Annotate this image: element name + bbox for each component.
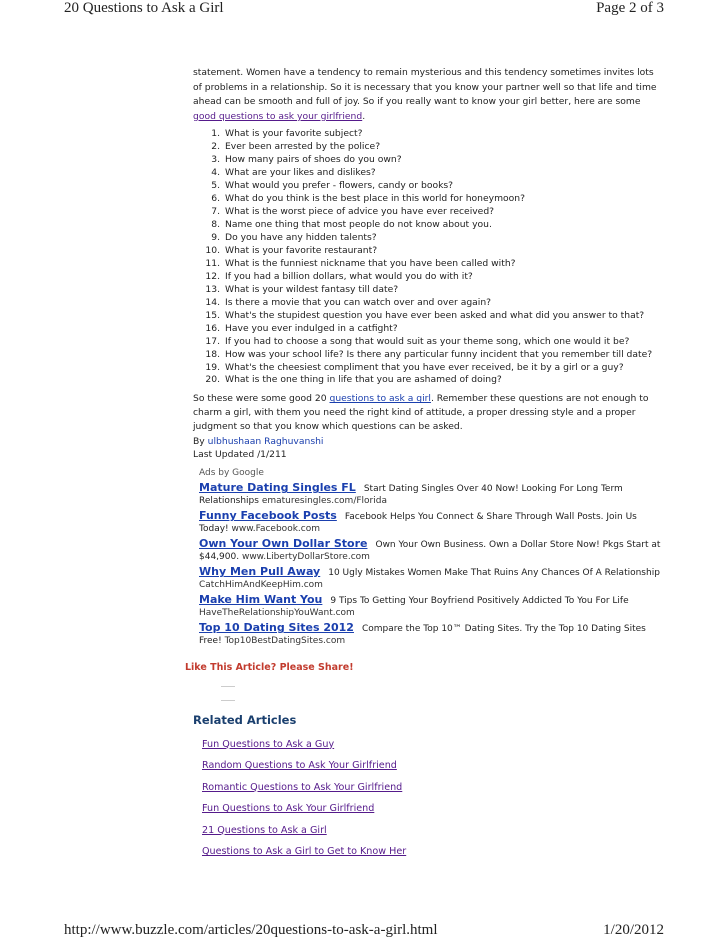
ad-title[interactable]: Mature Dating Singles FL — [199, 481, 356, 495]
list-item: 18. How was your school life? Is there any particular funny incident that you remember till date? — [205, 348, 653, 360]
list-item: 9. Do you have any hidden talents? — [211, 232, 377, 243]
list-item: 13. What is your wildest fantasy till date? — [205, 283, 399, 295]
list-item: 17. If you had to choose a song that would suit as your theme song, which one would it be? — [205, 335, 630, 347]
list-item: 3. How many pairs of shoes do you own? — [211, 154, 402, 166]
related-link[interactable]: Random Questions to Ask Your Girlfriend — [202, 760, 397, 772]
list-item: 19. What's the cheesiest compliment that you have ever received, be it by a girl or a guy? — [205, 361, 624, 373]
summary-paragraph: So these were some good 20 questions to ask a girl. Remember these questions are not enough to charm a girl, with them you need the right kind of attitude, a proper dressing style and a proper judgment so that you know which questions can be asked. — [193, 393, 649, 433]
list-item: 11. What is the funniest nickname that you have been called with? — [205, 257, 516, 269]
list-item: 2. Ever been arrested by the police? — [211, 141, 381, 153]
ad-item: Mature Dating Singles FL Start Dating Singles Over 40 Now! Looking For Long Term Relationships ematuresingles.com/Florida — [199, 481, 623, 506]
ad-item: Own Your Own Dollar Store Own Your Own Business. Own a Dollar Store Now! Pkgs Start at $44,900. www.LibertyDollarStore.com — [199, 537, 661, 562]
author-block: By ulbhushaan Raghuvanshi Last Updated /1/211 — [193, 436, 663, 461]
list-item: 8. Name one thing that most people do not know about you. — [211, 219, 492, 231]
list-item: 15. What's the stupidest question you have ever been asked and what did you answer to that? — [205, 309, 645, 321]
page-title: 20 Questions to Ask a Girl — [64, 0, 224, 16]
share-divider — [221, 686, 235, 687]
print-footer — [64, 922, 664, 942]
questions-list — [193, 128, 663, 387]
list-item: 16. Have you ever indulged in a catfight? — [205, 322, 398, 334]
girlfriend-questions-link[interactable]: good questions to ask your girlfriend — [193, 110, 363, 122]
intro-paragraph — [193, 66, 663, 124]
ad-title[interactable]: Top 10 Dating Sites 2012 — [199, 621, 354, 635]
share-prompt: Like This Article? Please Share! — [185, 662, 354, 674]
list-item — [202, 841, 663, 863]
ad-item: Top 10 Dating Sites 2012 Compare the Top 10™ Dating Sites. Try the Top 10 Dating Sites Free! Top10BestDatingSites.com — [199, 621, 646, 646]
list-item: 14. Is there a movie that you can watch over and over again? — [205, 296, 492, 308]
ads-block — [193, 467, 663, 647]
related-link[interactable]: Fun Questions to Ask Your Girlfriend — [202, 803, 375, 815]
related-link[interactable]: Fun Questions to Ask a Guy — [202, 738, 335, 750]
intro-end: . — [362, 110, 366, 122]
list-item: 6. What do you think is the best place in this world for honeymoon? — [211, 193, 525, 205]
list-item: 7. What is the worst piece of advice you have ever received? — [211, 206, 495, 218]
related-articles-heading: Related Articles — [193, 713, 297, 728]
author-name[interactable]: ulbhushaan Raghuvanshi — [207, 436, 324, 448]
related-link[interactable]: Romantic Questions to Ask Your Girlfriend — [202, 781, 403, 793]
ad-item: Funny Facebook Posts Facebook Helps You Connect & Share Through Wall Posts. Join Us Today! www.Facebook.com — [199, 509, 637, 534]
list-item — [202, 755, 663, 777]
print-header — [64, 0, 664, 20]
list-item — [202, 820, 663, 842]
ad-title[interactable]: Own Your Own Dollar Store — [199, 537, 368, 551]
article-body — [185, 66, 663, 863]
list-item — [202, 777, 663, 799]
related-articles-list — [202, 734, 663, 863]
ad-title[interactable]: Funny Facebook Posts — [199, 509, 337, 523]
list-item — [202, 798, 663, 820]
list-item — [202, 734, 663, 756]
list-item: 4. What are your likes and dislikes? — [211, 167, 376, 179]
related-link[interactable]: Questions to Ask a Girl to Get to Know Her — [202, 846, 407, 858]
page-number: Page 2 of 3 — [596, 0, 664, 16]
share-divider — [221, 700, 235, 701]
list-item: 10. What is your favorite restaurant? — [205, 244, 378, 256]
ads-label[interactable]: Ads by Google — [199, 468, 264, 479]
list-item: 1. What is your favorite subject? — [211, 128, 363, 140]
list-item: 5. What would you prefer - flowers, candy or books? — [211, 180, 454, 192]
list-item: 20. What is the one thing in life that you are ashamed of doing? — [205, 374, 502, 386]
ad-item: Why Men Pull Away 10 Ugly Mistakes Women Make That Ruins Any Chances Of A Relationship CatchHimAndKeepHim.com — [199, 565, 660, 590]
ad-title[interactable]: Make Him Want You — [199, 593, 323, 607]
last-updated: Last Updated /1/211 — [193, 448, 287, 460]
print-date: 1/20/2012 — [603, 922, 664, 938]
intro-text: statement. Women have a tendency to remain mysterious and this tendency sometimes invites lots of problems in a relationship. So it is necessary that you know your partner well so that life and time ahead can be smooth and full of joy. So if you really want to know your girl better, here are some — [193, 67, 657, 108]
ad-title[interactable]: Why Men Pull Away — [199, 565, 321, 579]
questions-to-ask-a-girl-link[interactable]: questions to ask a girl — [329, 393, 431, 405]
related-link[interactable]: 21 Questions to Ask a Girl — [202, 824, 327, 836]
page-url: http://www.buzzle.com/articles/20questions-to-ask-a-girl.html — [64, 922, 438, 938]
ad-item: Make Him Want You 9 Tips To Getting Your Boyfriend Positively Addicted To You For Life HaveTheRelationshipYouWant.com — [199, 593, 629, 618]
list-item: 12. If you had a billion dollars, what would you do with it? — [205, 270, 473, 282]
